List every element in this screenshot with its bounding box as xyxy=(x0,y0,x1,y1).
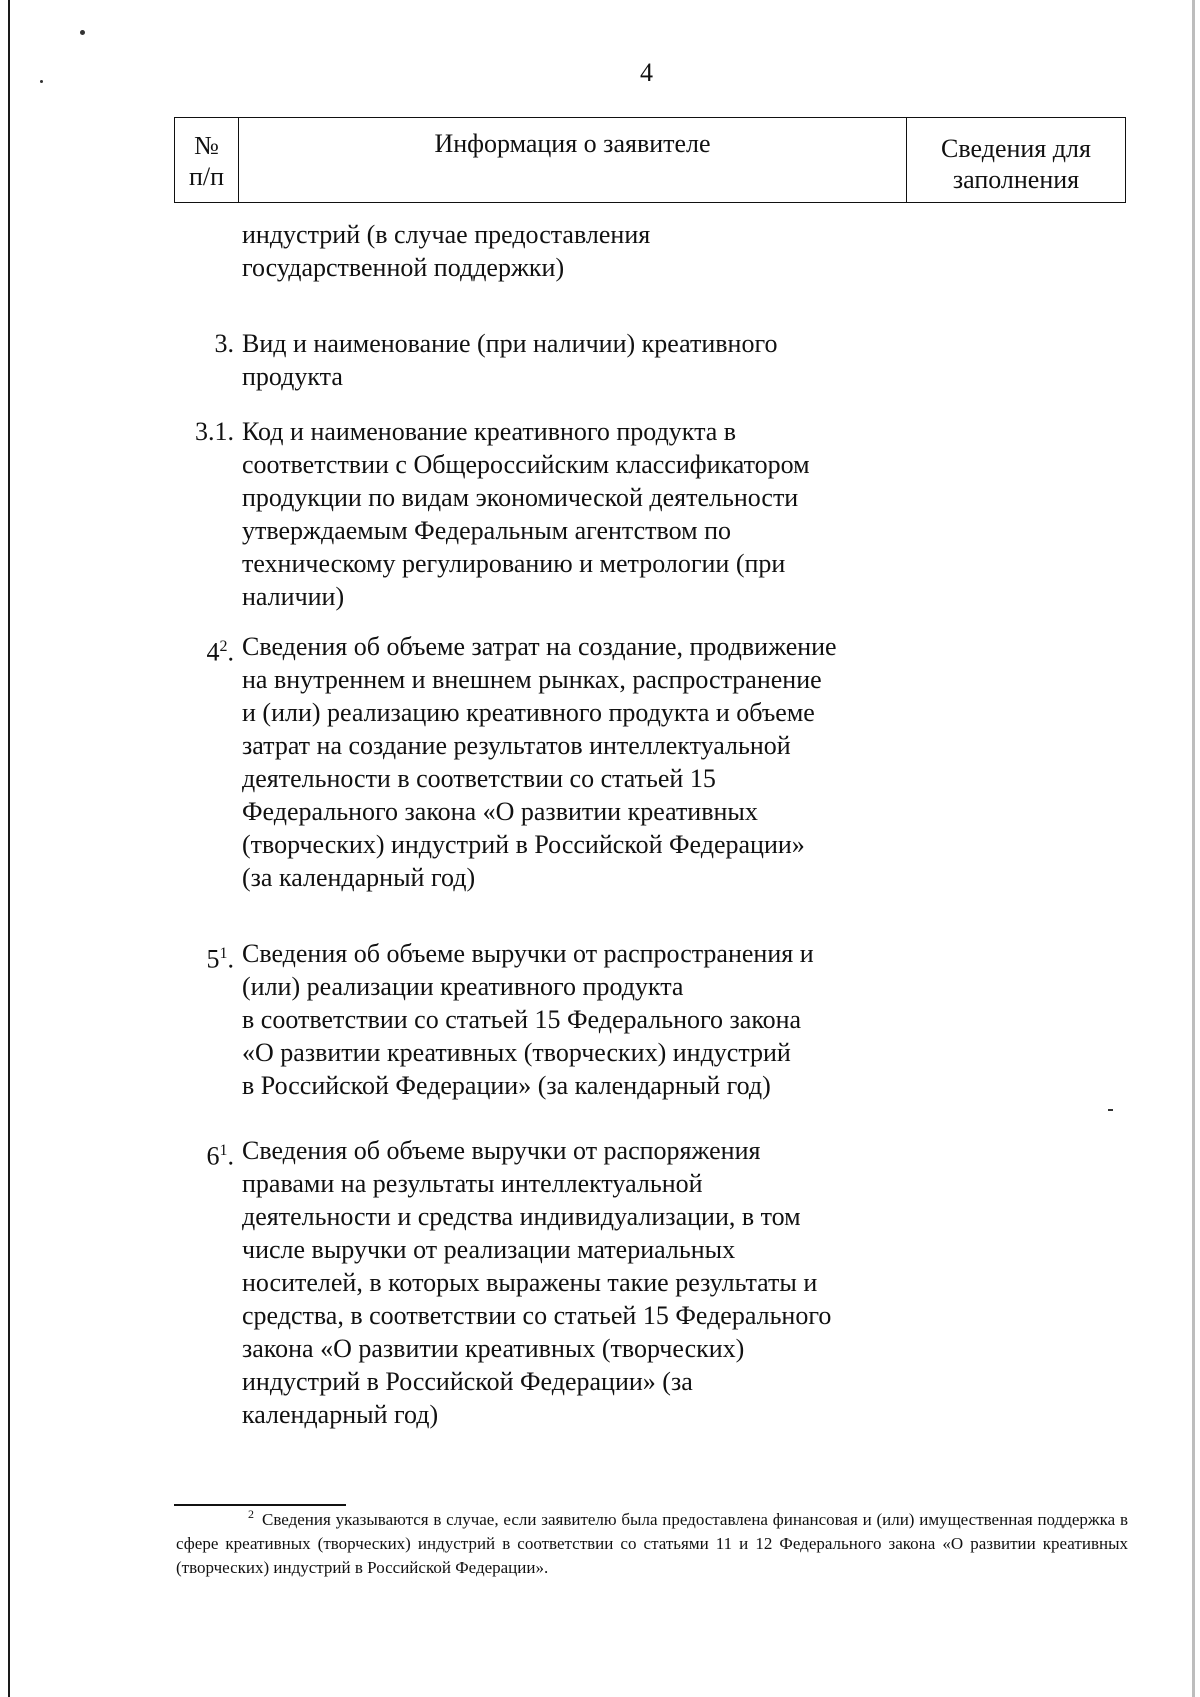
row-line: (творческих) индустрий в Российской Федерации» xyxy=(242,830,805,859)
row-line: утверждаемым Федеральным агентством по xyxy=(242,516,731,545)
row-number: $5^1$. xyxy=(206,944,234,974)
row-number: $4^2$. xyxy=(206,637,234,667)
table-row xyxy=(172,218,902,284)
row-line: числе выручки от реализации материальных xyxy=(242,1235,736,1264)
row-line: Федерального закона «О развитии креативных xyxy=(242,797,758,826)
row-line: индустрий (в случае предоставления xyxy=(242,220,651,249)
row-line: закона «О развитии креативных (творческих) xyxy=(242,1334,745,1363)
row-number xyxy=(172,218,242,284)
footnote-ref: 2 xyxy=(219,638,228,655)
row-line: деятельности и средства индивидуализации, в том xyxy=(242,1202,801,1231)
row-line: продукта xyxy=(242,362,343,391)
row-line: (за календарный год) xyxy=(242,863,476,892)
table-row xyxy=(172,415,902,613)
row-text xyxy=(242,415,902,613)
scan-speck xyxy=(40,80,43,83)
footnote-text: Сведения указываются в случае, если заявителю была предоставлена финансовая и (или) имущественная поддержка в сфере креативных (творческих) индустрий в соответствии со статьями 11 и 12 Федерального закона «О развитии креативных (творческих) индустрий в Российской Федерации». xyxy=(176,1510,1128,1577)
header-fill-line-1: Сведения для xyxy=(941,134,1091,163)
row-number: $6^1$. xyxy=(206,1141,234,1171)
row-line: Сведения об объеме выручки от распространения и xyxy=(242,939,814,968)
table-row xyxy=(172,630,902,894)
footnote-divider xyxy=(174,1504,346,1506)
row-line: в Российской Федерации» (за календарный год) xyxy=(242,1071,771,1100)
row-text xyxy=(242,630,902,894)
row-text xyxy=(242,218,902,284)
header-info-column: Информация о заявителе xyxy=(239,118,907,202)
table-row xyxy=(172,327,902,393)
row-text xyxy=(242,327,902,393)
footnote-ref: 1 xyxy=(219,945,228,962)
row-line: деятельности в соответствии со статьей 15 xyxy=(242,764,716,793)
row-line: соответствии с Общероссийским классификатором xyxy=(242,450,810,479)
row-line: затрат на создание результатов интеллектуальной xyxy=(242,731,791,760)
row-line: Код и наименование креативного продукта в xyxy=(242,417,737,446)
header-number-column xyxy=(175,118,239,202)
row-text xyxy=(242,937,902,1102)
row-line: продукции по видам экономической деятельности xyxy=(242,483,799,512)
row-line: индустрий в Российской Федерации» (за xyxy=(242,1367,693,1396)
table-row xyxy=(172,1134,902,1431)
footnote: 2 Сведения указываются в случае, если заявителю была предоставлена финансовая и (или) имущественная поддержка в сфере креативных (творческих) индустрий в соответствии со статьями 11 и 12 Федерального закона «О развитии креативных (творческих) индустрий в Российской Федерации». xyxy=(176,1507,1128,1577)
row-line: на внутреннем и внешнем рынках, распространение xyxy=(242,665,822,694)
footnote-ref: 1 xyxy=(219,1142,228,1159)
row-line: Сведения об объеме затрат на создание, продвижение xyxy=(242,632,837,661)
row-line: календарный год) xyxy=(242,1400,439,1429)
row-line: средства, в соответствии со статьей 15 Федерального xyxy=(242,1301,832,1330)
table-header xyxy=(174,117,1126,203)
row-number: 3.1. xyxy=(195,417,234,446)
header-fill-line-2: заполнения xyxy=(952,165,1080,194)
scan-edge-right xyxy=(1192,0,1195,1697)
header-number-line-1: № xyxy=(194,131,219,160)
page-number: 4 xyxy=(640,58,653,87)
table-row xyxy=(172,937,902,1102)
row-text xyxy=(242,1134,902,1431)
row-line: в соответствии со статьей 15 Федерального закона xyxy=(242,1005,802,1034)
row-line: государственной поддержки) xyxy=(242,253,565,282)
scan-edge-left xyxy=(8,0,10,1697)
header-fill-column xyxy=(907,118,1125,202)
row-number: 3. xyxy=(214,329,234,358)
scan-speck xyxy=(1108,1109,1113,1111)
scan-speck xyxy=(80,30,85,35)
row-line: техническому регулированию и метрологии (при xyxy=(242,549,786,578)
row-line: Сведения об объеме выручки от распоряжения xyxy=(242,1136,761,1165)
header-number-line-2: п/п xyxy=(188,162,225,191)
row-line: «О развитии креативных (творческих) индустрий xyxy=(242,1038,791,1067)
row-line: (или) реализации креативного продукта xyxy=(242,972,684,1001)
row-line: наличии) xyxy=(242,582,345,611)
row-line: правами на результаты интеллектуальной xyxy=(242,1169,703,1198)
row-line: и (или) реализацию креативного продукта и объеме xyxy=(242,698,815,727)
row-line: носителей, в которых выражены такие результаты и xyxy=(242,1268,818,1297)
row-line: Вид и наименование (при наличии) креативного xyxy=(242,329,778,358)
